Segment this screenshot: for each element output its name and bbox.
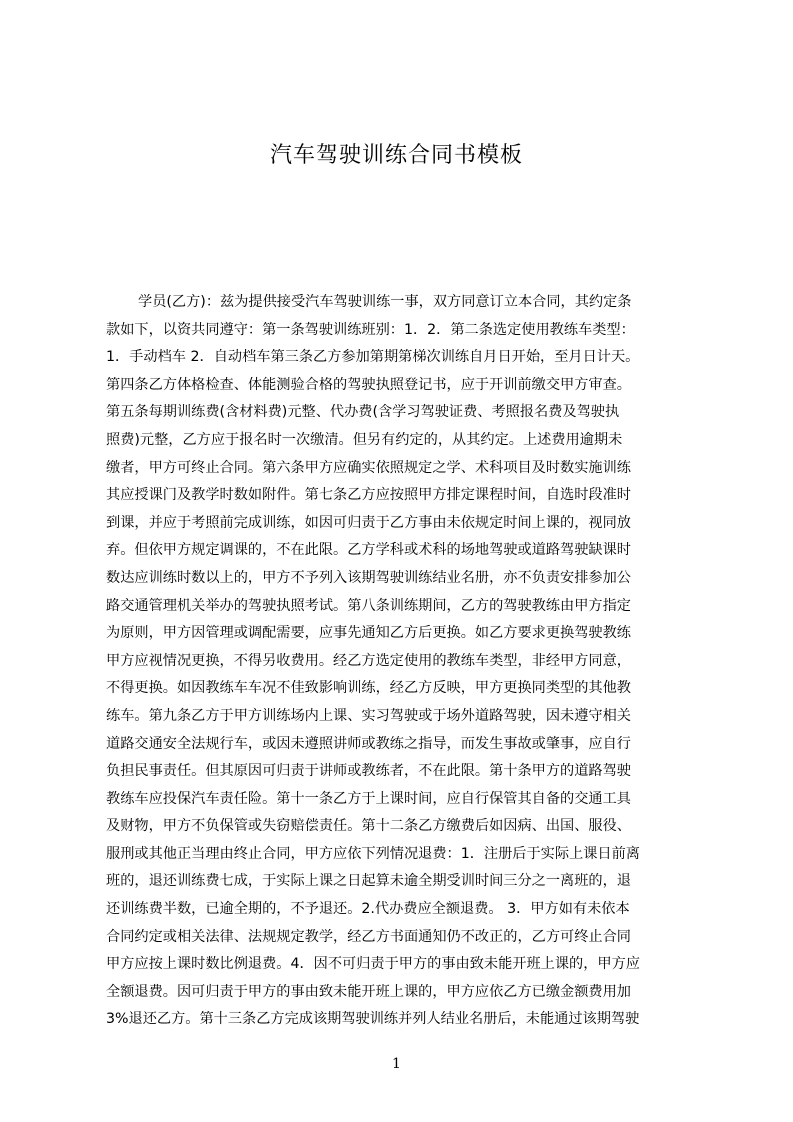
body-line: 数达应训练时数以上的，甲方不予列入该期驾驶训练结业名册，亦不负责安排参加公 [106, 569, 631, 586]
body-line: 服刑或其他正当理由终止合同，甲方应依下列情况退费：1．注册后于实际上课日前离 [106, 845, 640, 862]
body-line: 第四条乙方体格检查、体能测验合格的驾驶执照登记书，应于开训前缴交甲方审查。 [106, 376, 631, 393]
page-number: 1 [392, 1056, 401, 1072]
body-line: 第五条每期训练费(含材料费)元整、代办费(含学习驾驶证费、考照报名费及驾驶执 [106, 404, 620, 421]
body-line: 合同约定或相关法律、法规规定教学，经乙方书面通知仍不改正的，乙方可终止合同 [106, 928, 631, 945]
body-line: 甲方应视情况更换，不得另收费用。经乙方选定使用的教练车类型，非经甲方同意， [106, 652, 631, 669]
body-line: 还训练费半数，已逾全期的，不予退还。2.代办费应全额退费。 3．甲方如有未依本 [106, 901, 630, 918]
document-title: 汽车驾驶训练合同书模板 [269, 143, 523, 168]
body-line: 及财物，甲方不负保管或失窃赔偿责任。第十二条乙方缴费后如因病、出国、服役、 [106, 818, 631, 835]
body-line: 学员(乙方)：兹为提供接受汽车驾驶训练一事，双方同意订立本合同，其约定条 [138, 294, 632, 310]
body-line: 照费)元整，乙方应于报名时一次缴清。但另有约定的，从其约定。上述费用逾期未 [106, 431, 623, 448]
body-line: 弃。但依甲方规定调课的，不在此限。乙方学科或术科的场地驾驶或道路驾驶缺课时 [106, 542, 631, 559]
body-line: 教练车应投保汽车责任险。第十一条乙方于上课时间，应自行保管其自备的交通工具 [106, 790, 631, 807]
body-line: 1．手动档车 2．自动档车第三条乙方参加第期第梯次训练自月日开始，至月日计天。 [106, 349, 640, 366]
body-line: 全额退费。因可归责于甲方的事由致未能开班上课的，甲方应依乙方已缴金额费用加 [106, 983, 631, 1000]
contract-body [106, 289, 700, 1034]
body-line: 道路交通安全法规行车，或因未遵照讲师或教练之指导，而发生事故或肇事，应自行 [106, 735, 631, 752]
body-line: 款如下，以资共同遵守：第一条驾驶训练班别：1．2．第二条选定使用教练车类型： [106, 321, 635, 338]
body-line: 到课，并应于考照前完成训练，如因可归责于乙方事由未依规定时间上课的，视同放 [106, 514, 631, 531]
body-line: 缴者，甲方可终止合同。第六条甲方应确实依照规定之学、术科项目及时数实施训练 [106, 459, 631, 476]
body-line: 路交通管理机关举办的驾驶执照考试。第八条训练期间，乙方的驾驶教练由甲方指定 [106, 597, 631, 614]
body-line: 班的，退还训练费七成，于实际上课之日起算未逾全期受训时间三分之一离班的，退 [106, 873, 631, 890]
body-line: 练车。第九条乙方于甲方训练场内上课、实习驾驶或于场外道路驾驶，因未遵守相关 [106, 707, 631, 724]
body-line: 其应授课门及教学时数如附件。第七条乙方应按照甲方排定课程时间，自选时段准时 [106, 487, 631, 504]
body-line: 负担民事责任。但其原因可归责于讲师或教练者，不在此限。第十条甲方的道路驾驶 [106, 763, 631, 780]
body-line: 甲方应按上课时数比例退费。4．因不可归责于甲方的事由致未能开班上课的，甲方应 [106, 956, 640, 973]
body-line: 为原则，甲方因管理或调配需要，应事先通知乙方后更换。如乙方要求更换驾驶教练 [106, 625, 631, 642]
body-line: 3%退还乙方。第十三条乙方完成该期驾驶训练并列人结业名册后，未能通过该期驾驶 [106, 1011, 640, 1028]
body-line: 不得更换。如因教练车车况不佳致影响训练，经乙方反映，甲方更换同类型的其他教 [106, 680, 631, 697]
